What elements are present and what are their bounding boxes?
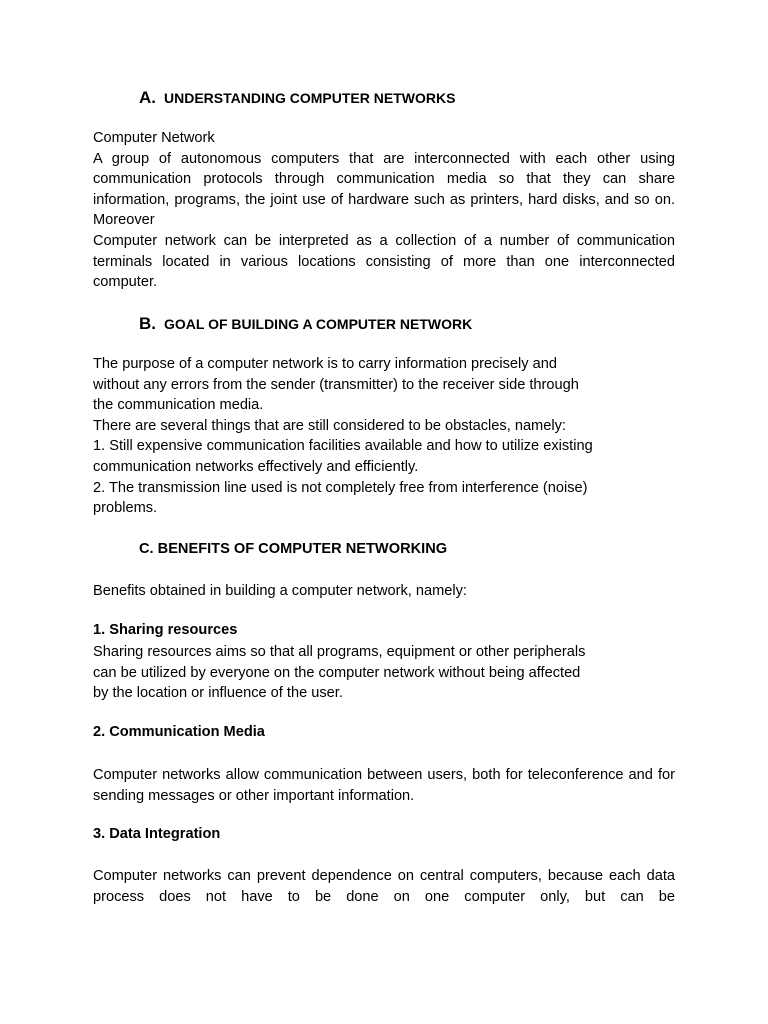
section-b-line: the communication media. xyxy=(93,397,264,414)
benefit-3-body: Computer networks can prevent dependence on central computers, because each data process does not have to be done on one computer only, but can be xyxy=(93,868,675,905)
section-a-heading xyxy=(139,88,455,108)
benefit-3-title: 3. Data Integration xyxy=(93,826,221,842)
section-b-line: problems. xyxy=(93,500,158,517)
benefit-1-line: Sharing resources aims so that all programs, equipment or other peripherals xyxy=(93,644,586,660)
section-a-letter: A. xyxy=(139,88,156,107)
benefit-2-title: 2. Communication Media xyxy=(93,724,265,740)
section-b-body xyxy=(93,354,675,519)
section-b-line: without any errors from the sender (transmitter) to the receiver side through xyxy=(93,376,579,393)
section-b-line: 2. The transmission line used is not completely free from interference (noise) xyxy=(93,479,588,496)
benefit-1-line: can be utilized by everyone on the computer network without being affected xyxy=(93,664,581,681)
section-b-line: communication networks effectively and efficiently. xyxy=(93,458,419,475)
benefit-1-line: by the location or influence of the user. xyxy=(93,685,343,702)
section-a-title: UNDERSTANDING COMPUTER NETWORKS xyxy=(164,90,456,106)
section-b-line: There are several things that are still considered to be obstacles, namely: xyxy=(93,417,566,434)
section-a-term: Computer Network xyxy=(93,130,215,146)
benefit-1-title: 1. Sharing resources xyxy=(93,622,238,638)
section-b-title: GOAL OF BUILDING A COMPUTER NETWORK xyxy=(164,316,473,332)
section-b-heading xyxy=(139,314,472,334)
benefit-2-body: Computer networks allow communication between users, both for teleconference and for sending messages or other important information. xyxy=(93,767,675,804)
benefit-1-body xyxy=(93,642,675,704)
section-a-body xyxy=(93,128,675,293)
section-b-line: The purpose of a computer network is to carry information precisely and xyxy=(93,356,557,372)
section-b-letter: B. xyxy=(139,314,156,333)
section-a-paragraph-2: Computer network can be interpreted as a collection of a number of communication terminals located in various locations consisting of more than one interconnected computer. xyxy=(93,232,675,291)
section-c-heading: C. BENEFITS OF COMPUTER NETWORKING xyxy=(139,541,448,557)
section-a-paragraph-1: A group of autonomous computers that are interconnected with each other using communication protocols through communication media so that they can share information, programs, the joint use of hardware such as printers, hard disks, and so on. Moreover xyxy=(93,150,675,229)
section-c-intro: Benefits obtained in building a computer network, namely: xyxy=(93,583,467,599)
section-b-line: 1. Still expensive communication facilities available and how to utilize existing xyxy=(93,438,593,455)
